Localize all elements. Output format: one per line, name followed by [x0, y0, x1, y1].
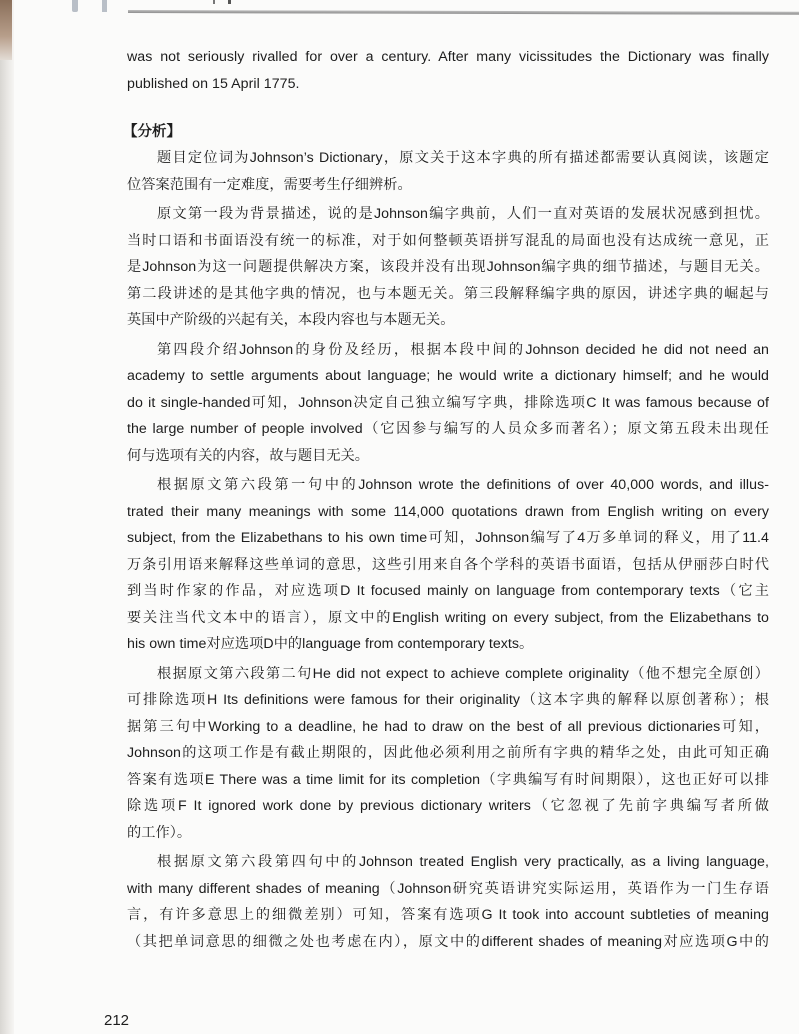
text-line: 要关注当代文本中的语言），原文中的English writing on every subject, from the Elizabethans to [127, 609, 769, 626]
header-tab-mark [102, 0, 107, 12]
header-tick-mark [213, 0, 215, 4]
header-tab-mark [72, 0, 78, 12]
text-line: Johnson的这项工作是有截止期限的，因此他必须利用之前所有字典的精华之处，由此可知正确 [127, 745, 769, 761]
page-number: 212 [104, 1012, 130, 1029]
text-line: 的工作）。 [127, 824, 192, 841]
text-line: 题目定位词为Johnson’s Dictionary，原文关于这本字典的所有描述都需要认真阅读，该题定 [157, 150, 769, 166]
page-body [123, 44, 769, 958]
text-line: trated their many meanings with some 114,000 quotations drawn from English writing on every [127, 503, 769, 520]
intro-paragraph [127, 44, 769, 97]
analysis-paragraph-6 [127, 849, 769, 955]
page-corner [0, 0, 12, 60]
text-line: 是Johnson为这一问题提供解决方案，该段并没有出现Johnson编字典的细节描述，与题目无关。 [127, 259, 769, 275]
text-line: the large number of people involved（它因参与编写的人员众多而著名）；原文第五段未出现任 [127, 421, 769, 437]
text-line: 可排除选项H Its definitions were famous for their originality（这本字典的解释以原创著称）；根 [127, 692, 769, 708]
text-line: his own time对应选项D中的language from contemporary texts。 [127, 636, 534, 652]
text-line: with many different shades of meaning（Johnson研究英语讲究实际运用，英语作为一门生存语 [127, 880, 769, 897]
analysis-paragraph-1 [127, 145, 769, 198]
text-line: （其把单词意思的细微之处也考虑在内），原文中的different shades of meaning对应选项G中的 [127, 933, 769, 950]
text-line: 万条引用语来解释这些单词的意思，这些引用来自各个学科的英语书面语，包括从伊丽莎白时代 [127, 556, 769, 573]
text-line: 位答案范围有一定难度，需要考生仔细辨析。 [127, 176, 412, 193]
text-line: 第二段讲述的是其他字典的情况，也与本题无关。第三段解释编字典的原因，讲述字典的崛起与 [127, 285, 769, 302]
analysis-paragraph-2 [127, 201, 769, 334]
text-line: 当时口语和书面语没有统一的标准，对于如何整顿英语拼写混乱的局面也没有达成统一意见，正 [127, 232, 769, 249]
text-line: 据第三句中Working to a deadline, he had to draw on the best of all previous dictionaries可知， [127, 718, 769, 735]
header-rule [128, 10, 799, 15]
text-line: 英国中产阶级的兴起有关，本段内容也与本题无关。 [127, 312, 455, 328]
text-line: 除选项F It ignored work done by previous dictionary writers（它忽视了先前字典编写者所做 [127, 798, 769, 814]
text-line: 根据原文第六段第一句中的Johnson wrote the definitions of over 40,000 words, and illus- [157, 477, 769, 493]
text-line: 第四段介绍Johnson的身份及经历，根据本段中间的Johnson decided he did not need an [157, 341, 769, 358]
text-line: 根据原文第六段第二句He did not expect to achieve complete originality（他不想完全原创） [157, 665, 769, 682]
text-line: 答案有选项E There was a time limit for its completion（字典编写有时间期限），这也正好可以排 [127, 771, 769, 788]
text-line: 根据原文第六段第四句中的Johnson treated English very practically, as a living language, [157, 854, 769, 870]
analysis-paragraph-5 [127, 661, 769, 847]
text-line: academy to settle arguments about language; he would write a dictionary himself; and he would [127, 368, 769, 384]
text-line: published on 15 April 1775. [127, 75, 300, 92]
analysis-heading: 【分析】 [123, 124, 181, 140]
page-edge-shadow [0, 0, 14, 1034]
analysis-paragraph-3 [127, 337, 769, 470]
text-line: subject, from the Elizabethans to his own time可知，Johnson编写了4万多单词的释义，用了11.4 [127, 530, 769, 546]
analysis-paragraph-4 [127, 472, 769, 658]
text-line: do it single-handed可知，Johnson决定自己独立编写字典，排除选项C It was famous because of [127, 394, 769, 411]
text-line: 到当时作家的作品，对应选项D It focused mainly on language from contemporary texts（它主 [127, 583, 769, 599]
text-line: 何与选项有关的内容，故与题目无关。 [127, 447, 370, 464]
text-line: was not seriously rivalled for over a century. After many vicissitudes the Dictionary was finally [127, 49, 769, 65]
text-line: 言，有许多意思上的细微差别）可知，答案有选项G It took into account subtleties of meaning [127, 907, 769, 923]
header-tick-mark [228, 0, 231, 4]
text-line: 原文第一段为背景描述，说的是Johnson编字典前，人们一直对英语的发展状况感到担忧。 [157, 206, 769, 222]
